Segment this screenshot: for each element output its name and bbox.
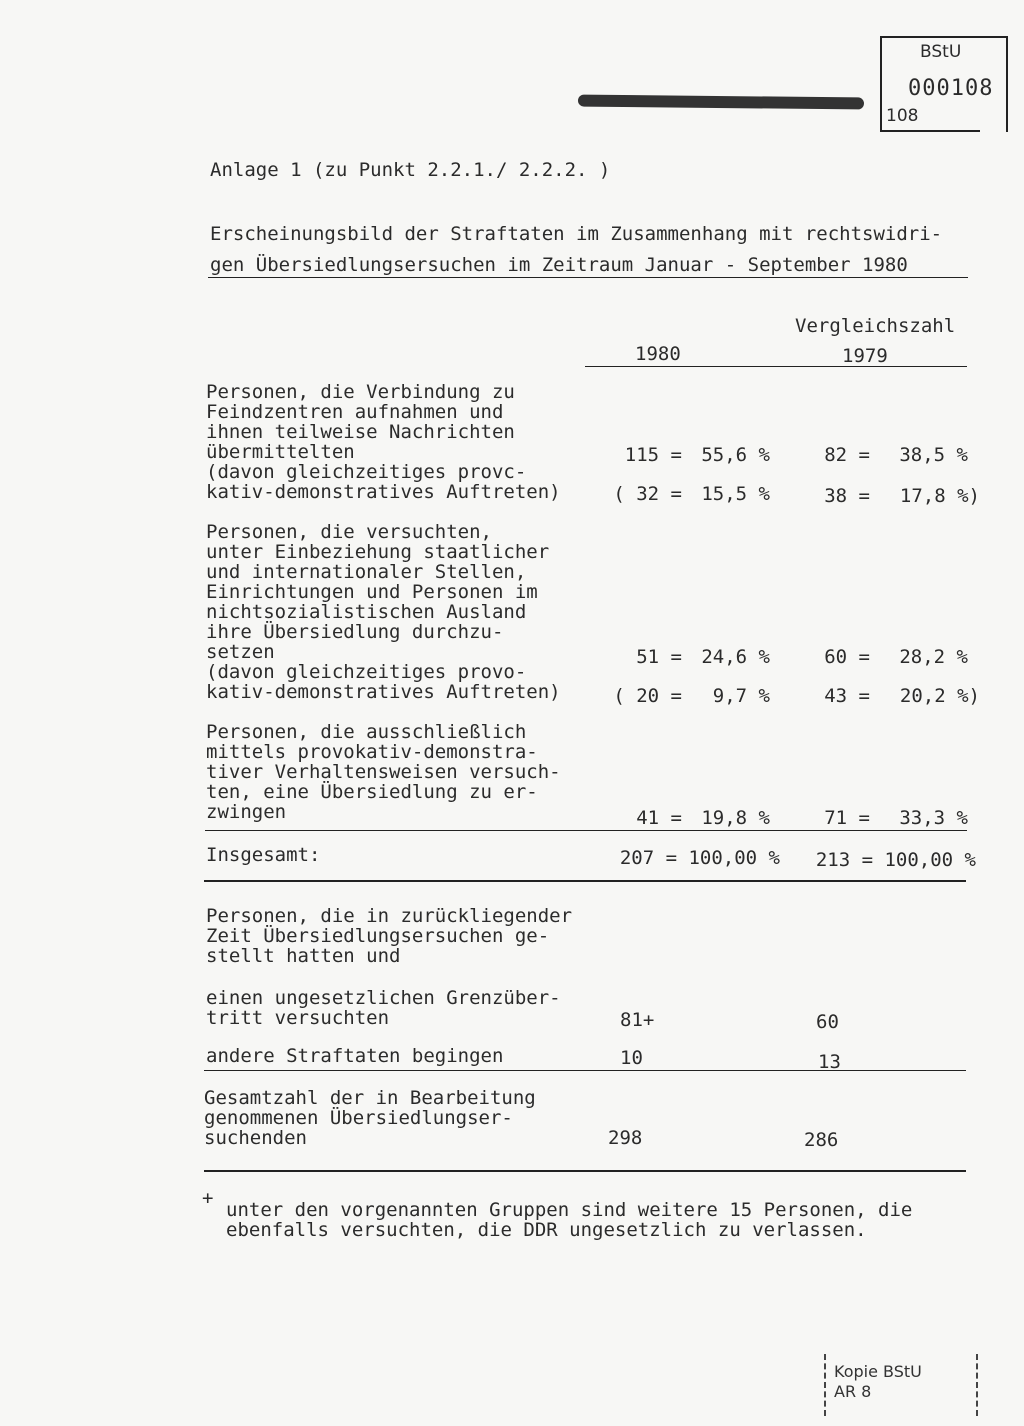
group-line: (davon gleichzeitiges provc- — [206, 461, 527, 483]
header-rule — [585, 366, 967, 367]
group-line: ihre Übersiedlung durchzu- — [206, 621, 504, 643]
group-line: Personen, die Verbindung zu — [206, 381, 515, 403]
count-1980: 115 = — [624, 444, 682, 466]
group-line: ten, eine Übersiedlung zu er- — [206, 781, 538, 803]
count-1980: 51 = — [636, 646, 682, 668]
total-rule — [204, 880, 966, 882]
stamp-number: 000108 — [908, 76, 994, 101]
percent-1979: 38,5 % — [899, 444, 968, 466]
intro-line: stellt hatten und — [206, 945, 401, 967]
title-line-1: Erscheinungsbild der Straftaten im Zusammenhang mit rechtswidri- — [210, 223, 943, 245]
other-offenses-1980: 10 — [620, 1047, 643, 1069]
sub-count-1979: 43 = — [824, 685, 870, 707]
redaction-bar — [578, 95, 864, 110]
percent-1979: 33,3 % — [899, 807, 968, 829]
other-rule — [204, 1070, 966, 1071]
group-line: tiver Verhaltensweisen versuch- — [206, 761, 561, 783]
column-header-1979: 1979 — [842, 345, 888, 367]
count-1979: 82 = — [824, 444, 870, 466]
stamp-divider — [880, 130, 980, 132]
archive-stamp — [880, 36, 1008, 132]
column-header-comparison: Vergleichszahl — [795, 315, 956, 337]
group-line: Personen, die ausschließlich — [206, 721, 527, 743]
stamp-page: 108 — [886, 106, 919, 126]
annex-heading: Anlage 1 (zu Punkt 2.2.1./ 2.2.2. ) — [210, 159, 611, 181]
count-1979: 71 = — [824, 807, 870, 829]
percent-1979: 28,2 % — [899, 646, 968, 668]
copy-stamp-line-2: AR 8 — [834, 1382, 872, 1401]
group-line: Feindzentren aufnahmen und — [206, 401, 504, 423]
gesamt-rule — [204, 1170, 966, 1172]
total-label: Insgesamt: — [206, 844, 321, 866]
count-1980: 41 = — [636, 807, 682, 829]
group-rule — [205, 830, 967, 831]
footnote-mark: + — [202, 1187, 214, 1209]
border-line: tritt versuchten — [206, 1007, 390, 1029]
sub-percent-1980: 9,7 % — [712, 685, 770, 707]
sub-percent-1980: 15,5 % — [701, 483, 770, 505]
gesamt-line: Gesamtzahl der in Bearbeitung — [204, 1087, 536, 1109]
group-line: mittels provokativ-demonstra- — [206, 741, 538, 763]
gesamt-1980: 298 — [608, 1127, 643, 1149]
border-line: einen ungesetzlichen Grenzüber- — [206, 987, 561, 1009]
total-1980: 207 = 100,00 % — [619, 847, 780, 869]
footnote-line-2: ebenfalls versuchten, die DDR ungesetzlich zu verlassen. — [226, 1219, 867, 1241]
sub-percent-1979: 20,2 %) — [899, 685, 980, 707]
title-line-2: gen Übersiedlungsersuchen im Zeitraum Januar - September 1980 — [210, 254, 908, 276]
group-line: kativ-demonstratives Auftreten) — [206, 681, 561, 703]
gesamt-line: suchenden — [204, 1127, 307, 1149]
group-line: übermittelten — [206, 441, 355, 463]
group-line: (davon gleichzeitiges provo- — [206, 661, 527, 683]
group-line: kativ-demonstratives Auftreten) — [206, 481, 561, 503]
gesamt-1979: 286 — [804, 1129, 839, 1151]
percent-1980: 19,8 % — [701, 807, 770, 829]
percent-1980: 24,6 % — [701, 646, 770, 668]
group-line: Einrichtungen und Personen im — [206, 581, 538, 603]
border-count-1980: 81+ — [620, 1009, 655, 1031]
copy-stamp — [824, 1354, 978, 1416]
percent-1980: 55,6 % — [701, 444, 770, 466]
other-offenses-1979: 13 — [818, 1051, 841, 1073]
intro-line: Personen, die in zurückliegender — [206, 905, 573, 927]
copy-stamp-line-1: Kopie BStU — [834, 1362, 922, 1381]
group-line: unter Einbeziehung staatlicher — [206, 541, 550, 563]
sub-percent-1979: 17,8 %) — [899, 485, 980, 507]
group-line: und internationaler Stellen, — [206, 561, 527, 583]
count-1979: 60 = — [824, 646, 870, 668]
group-line: zwingen — [206, 801, 287, 823]
sub-count-1980: ( 20 = — [613, 685, 682, 707]
group-line: Personen, die versuchten, — [206, 521, 492, 543]
group-line: ihnen teilweise Nachrichten — [206, 421, 515, 443]
title-underline — [208, 277, 968, 278]
sub-count-1979: 38 = — [824, 485, 870, 507]
group-line: setzen — [206, 641, 275, 663]
border-count-1979: 60 — [816, 1011, 839, 1033]
column-header-1980: 1980 — [635, 343, 681, 365]
sub-count-1980: ( 32 = — [613, 483, 682, 505]
other-offenses-label: andere Straftaten begingen — [206, 1045, 504, 1067]
group-line: nichtsozialistischen Ausland — [206, 601, 527, 623]
total-1979: 213 = 100,00 % — [815, 849, 976, 871]
intro-line: Zeit Übersiedlungsersuchen ge- — [206, 925, 550, 947]
footnote-line-1: unter den vorgenannten Gruppen sind weitere 15 Personen, die — [226, 1199, 913, 1221]
stamp-agency: BStU — [920, 42, 962, 62]
gesamt-line: genommenen Übersiedlungser- — [204, 1107, 513, 1129]
